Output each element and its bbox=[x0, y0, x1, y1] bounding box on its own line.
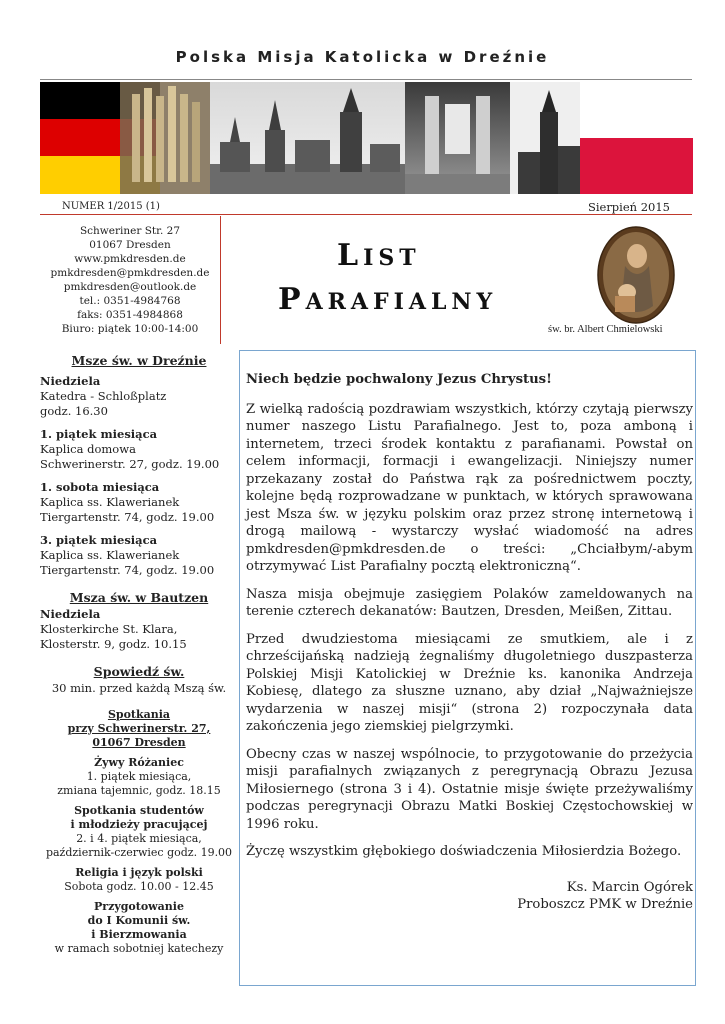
section-title-mass-bautzen: Msza św. w Bautzen bbox=[69, 590, 209, 605]
header-bottom-rule bbox=[220, 214, 692, 215]
mass-place: Klosterkirche St. Klara, bbox=[40, 622, 178, 636]
letter-paragraph: Nasza misja obejmuje zasięgiem Polaków zameldowanych na terenie czterech dekanatów: Bautzen, Dresden, Meißen, Zittau. bbox=[246, 586, 693, 619]
contact-website[interactable]: www.pmkdresden.de bbox=[74, 253, 186, 265]
church-interior-photo bbox=[405, 82, 510, 194]
banner-graphic bbox=[40, 82, 693, 194]
mass-place: Kaplica domowa bbox=[40, 442, 136, 456]
letter-paragraph: Życzę wszystkim głębokiego doświadczenia Miłosierdzia Bożego. bbox=[246, 844, 682, 859]
issue-date: Sierpień 2015 bbox=[587, 200, 670, 214]
mass-entry bbox=[40, 533, 238, 578]
meeting-entry: Przygotowanie do I Komunii św. i Bierzmowania w ramach sobotniej katechezy bbox=[54, 900, 224, 955]
contact-address-city: 01067 Dresden bbox=[89, 239, 171, 251]
newsletter-title-line2: PARAFIALNY bbox=[278, 282, 498, 317]
letter-greeting: Niech będzie pochwalony Jezus Chrystus! bbox=[246, 372, 552, 387]
mass-entry-bautzen bbox=[40, 607, 238, 652]
mass-day: Niedziela bbox=[40, 607, 101, 621]
mass-day: 3. piątek miesiąca bbox=[40, 533, 158, 547]
letter-paragraph: Przed dwudziestoma miesiącami ze smutkiem, ale i z chrześcijańską nadzieją żegnaliśmy długoletniego duszpasterza Polskiej Misji Katolickiej w Dreźnie ks. kanonika Andrzeja Kobiesę, dlatego za słuszne uznano, aby dział „Najważniejsze wydarzenia w naszej misji“ (strona 2) rozpoczynała data zakończenia jego ziemskiej pielgrzymki. bbox=[246, 631, 693, 734]
signature-title: Proboszcz PMK w Dreźnie bbox=[517, 897, 693, 912]
mass-entry bbox=[40, 374, 238, 419]
contact-email-alt[interactable]: pmkdresden@outlook.de bbox=[63, 281, 197, 293]
meeting-entry: Żywy Różaniec 1. piątek miesiąca, zmiana tajemnic, godz. 18.15 bbox=[57, 756, 221, 797]
letter-body bbox=[246, 371, 693, 914]
portrait-caption: św. br. Albert Chmielowski bbox=[548, 324, 663, 335]
mass-place: Katedra - Schloßplatz bbox=[40, 389, 167, 403]
header-bottom-rule bbox=[40, 214, 220, 215]
header-rule bbox=[40, 79, 692, 80]
dresden-panorama-photo bbox=[210, 82, 405, 194]
contact-divider bbox=[220, 216, 221, 344]
mass-place: Kaplica ss. Klawerianek bbox=[40, 495, 180, 509]
letter-paragraph: Obecny czas w naszej wspólnocie, to przygotowanie do przeżycia misji parafialnych związanych z peregrynacją Obrazu Jezusa Miłosiernego (strona 3 i 4). Ostatnie misje święte przeżywaliśmy podczas peregrynacji Obrazu Matki Boskiej Częstochowskiej w 1996 roku. bbox=[246, 746, 693, 832]
mass-entry bbox=[40, 427, 238, 472]
contact-fax: faks: 0351-4984868 bbox=[77, 309, 183, 321]
letter-paragraph: Z wielką radością pozdrawiam wszystkich, którzy czytają pierwszy numer naszego Listu Parafialnego. Jest to, poza amboną i internetem, trzeci środek kontaktu z parafianami. Powstał on celem informacji, formacji i ewangelizacji. Niniejszy numer przekazany został do Państwa rąk za pośrednictwem poczty, kolejne będą rozprowadzane w punktach, w których sprawowana jest Msza św. w języku polskim oraz przez stronę internetową i drogą mailową - wystarczy wysłać wiadomość na adres pmkdresden@pmkdresden.de o treści: „Chciałbym/-abym otrzymywać List Parafialny pocztą elektroniczną“. bbox=[246, 401, 693, 574]
sidebar-schedule bbox=[40, 353, 238, 956]
letter-frame bbox=[239, 350, 696, 986]
header-banner bbox=[40, 82, 693, 194]
meeting-entry: Spotkania studentów i młodzieży pracującej 2. i 4. piątek miesiąca, październik-czerwiec godz. 19.00 bbox=[45, 804, 233, 859]
mass-entry bbox=[40, 480, 238, 525]
mass-day: 1. sobota miesiąca bbox=[40, 480, 160, 494]
mass-time: godz. 16.30 bbox=[40, 404, 108, 418]
confession-info: 30 min. przed każdą Mszą św. bbox=[51, 681, 227, 695]
mass-day: Niedziela bbox=[40, 374, 101, 388]
newsletter-title-line1: LIST bbox=[337, 238, 421, 273]
signature-name: Ks. Marcin Ogórek bbox=[566, 879, 693, 895]
section-title-confession: Spowiedź św. bbox=[93, 664, 185, 679]
organization-title: Polska Misja Katolicka w Dreźnie bbox=[175, 48, 550, 66]
mass-time: Klosterstr. 9, godz. 10.15 bbox=[40, 637, 187, 651]
mass-place: Kaplica ss. Klawerianek bbox=[40, 548, 180, 562]
church-tower-photo bbox=[510, 82, 580, 194]
contact-email[interactable]: pmkdresden@pmkdresden.de bbox=[50, 267, 210, 279]
mass-day: 1. piątek miesiąca bbox=[40, 427, 158, 441]
contact-office-hours: Biuro: piątek 10:00-14:00 bbox=[61, 323, 199, 335]
mass-time: Schwerinerstr. 27, godz. 19.00 bbox=[40, 457, 220, 471]
section-title-meetings: Spotkania przy Schwerinerstr. 27, 01067 Dresden bbox=[67, 708, 211, 749]
contact-phone: tel.: 0351-4984768 bbox=[79, 295, 181, 307]
issue-number: NUMER 1/2015 (1) bbox=[62, 201, 160, 212]
organ-photo bbox=[120, 82, 210, 194]
contact-address-street: Schweriner Str. 27 bbox=[79, 225, 181, 237]
meeting-entry: Religia i język polski Sobota godz. 10.00 - 12.45 bbox=[64, 866, 214, 893]
saint-portrait-image bbox=[597, 226, 675, 324]
section-title-masses-dresden: Msze św. w Dreźnie bbox=[71, 353, 207, 368]
mass-time: Tiergartenstr. 74, godz. 19.00 bbox=[40, 563, 215, 577]
contact-block bbox=[40, 224, 220, 336]
mass-time: Tiergartenstr. 74, godz. 19.00 bbox=[40, 510, 215, 524]
